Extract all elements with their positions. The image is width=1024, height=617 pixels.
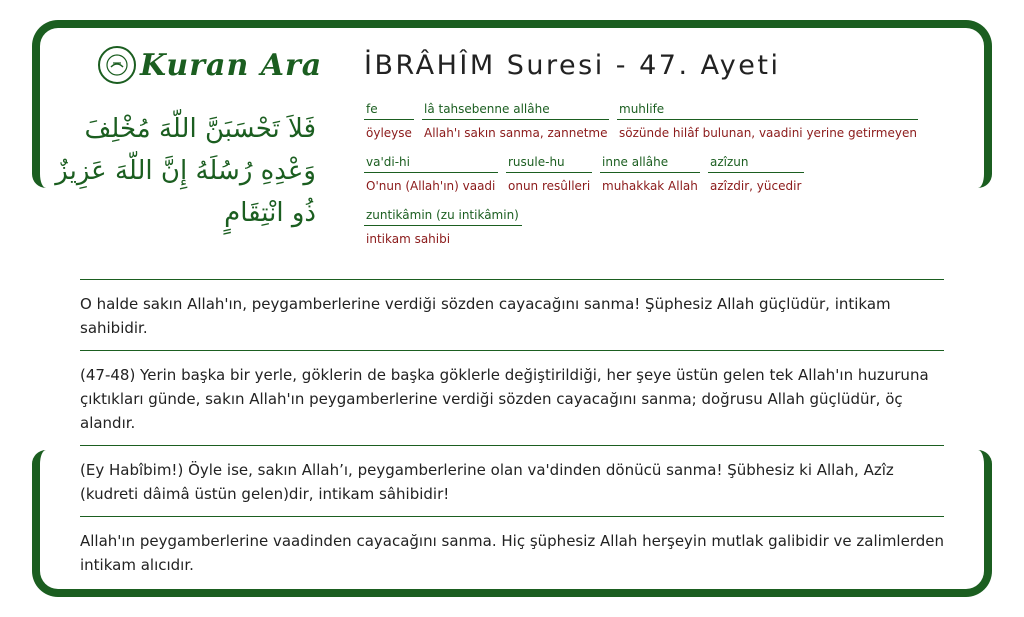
- word-transliteration: inne allâhe: [600, 155, 700, 173]
- word-transliteration: fe: [364, 102, 414, 120]
- word-meaning: öyleyse: [366, 126, 412, 140]
- word-item: [364, 102, 414, 140]
- word-transliteration: lâ tahsebenne allâhe: [422, 102, 609, 120]
- word-item: [364, 208, 522, 246]
- word-meaning: azîzdir, yücedir: [710, 179, 802, 193]
- word-item: [708, 155, 804, 193]
- quran-emblem-icon: [98, 46, 136, 84]
- word-row: [364, 102, 944, 140]
- word-meaning: intikam sahibi: [366, 232, 451, 246]
- word-row: [364, 155, 944, 193]
- translation-item: O halde sakın Allah'ın, peygamberlerine verdiği sözden cayacağını sanma! Şüphesiz Allah güçlüdür, intikam sahibidir.: [80, 279, 944, 350]
- word-by-word-list: [364, 102, 944, 261]
- word-item: [422, 102, 609, 140]
- word-transliteration: azîzun: [708, 155, 804, 173]
- word-meaning: O'nun (Allah'ın) vaadi: [366, 179, 496, 193]
- word-meaning: onun resûlleri: [508, 179, 591, 193]
- word-transliteration: muhlife: [617, 102, 918, 120]
- word-transliteration: zuntikâmin (zu intikâmin): [364, 208, 522, 226]
- word-meaning: muhakkak Allah: [602, 179, 698, 193]
- site-logo[interactable]: [98, 46, 322, 84]
- arabic-verse: فَلاَ تَحْسَبَنَّ اللّهَ مُخْلِفَ وَعْدِهِ رُسُلَهُ إِنَّ اللّهَ عَزِيزٌ ذُو انْتِقَامٍ: [55, 114, 316, 228]
- translation-item: (47-48) Yerin başka bir yerle, göklerin de başka göklerle değiştirildiği, her şeye üstün gelen tek Allah'ın huzuruna çıktıkları günde, sakın Allah'ın peygamberlerine verdiği sözden cayacağını sanma; doğrusu Allah güçlüdür, öç alandır.: [80, 350, 944, 445]
- word-item: [364, 155, 498, 193]
- word-row: [364, 208, 944, 246]
- word-transliteration: rusule-hu: [506, 155, 592, 173]
- word-item: [506, 155, 592, 193]
- logo-text: Kuran Ara: [140, 47, 323, 83]
- translation-item: (Ey Habîbim!) Öyle ise, sakın Allah’ı, peygamberlerine olan va'dinden dönücü sanma! Şübhesiz ki Allah, Azîz (kudreti dâimâ üstün gelen)dir, intikam sâhibidir!: [80, 445, 944, 516]
- word-item: [617, 102, 918, 140]
- book-icon: [104, 52, 130, 78]
- word-meaning: sözünde hilâf bulunan, vaadini yerine getirmeyen: [619, 126, 917, 140]
- word-meaning: Allah'ı sakın sanma, zannetme: [424, 126, 608, 140]
- word-item: [600, 155, 700, 193]
- translation-item: Allah'ın peygamberlerine vaadinden cayacağını sanma. Hiç şüphesiz Allah herşeyin mutlak galibidir ve zalimlerden intikam alıcıdır.: [80, 516, 944, 587]
- translations-list: [80, 279, 944, 587]
- word-transliteration: va'di-hi: [364, 155, 498, 173]
- page-title: İBRÂHÎM Suresi - 47. Ayeti: [364, 50, 781, 81]
